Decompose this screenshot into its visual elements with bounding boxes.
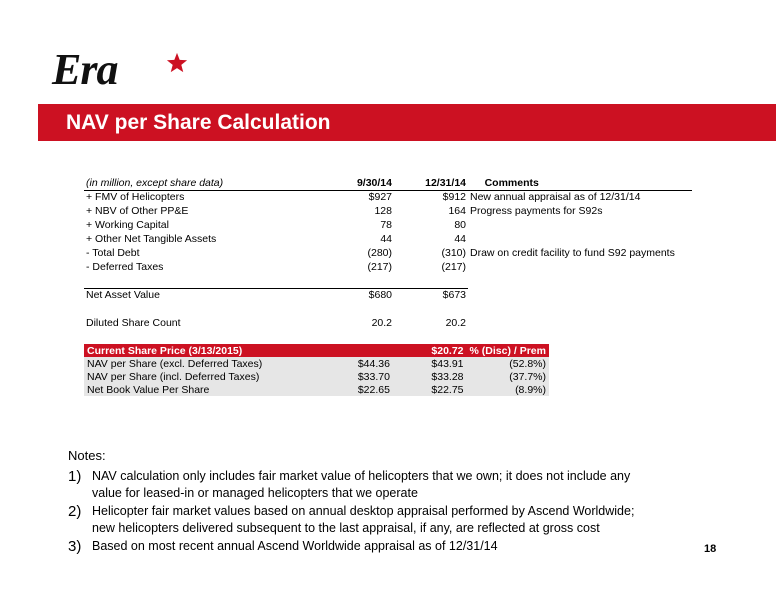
row-value: $43.91 xyxy=(393,357,467,370)
row-value: 164 xyxy=(448,205,466,217)
comments-label: Comments xyxy=(484,176,539,189)
row-value: 44 xyxy=(380,233,392,245)
note-line: Helicopter fair market values based on annual desktop appraisal performed by Ascend Worldwide; xyxy=(92,504,635,518)
row-value: $22.75 xyxy=(393,383,467,396)
row-label: + FMV of Helicopters xyxy=(86,191,185,204)
notes-title: Notes: xyxy=(68,448,106,463)
note-item xyxy=(68,468,728,502)
page-title: NAV per Share Calculation xyxy=(66,111,331,134)
page-number: 18 xyxy=(704,543,717,555)
note-line: Based on most recent annual Ascend Worldwide appraisal as of 12/31/14 xyxy=(92,539,498,553)
row-value: $22.65 xyxy=(319,383,393,396)
row-pct: (37.7%) xyxy=(467,370,549,383)
row-value: 80 xyxy=(454,219,466,231)
share-price-value: $20.72 xyxy=(393,344,467,357)
row-label: + NBV of Other PP&E xyxy=(86,205,189,217)
nav-table xyxy=(84,176,692,330)
row-value: 128 xyxy=(374,205,392,217)
share-count-row xyxy=(84,316,692,330)
row-value: (217) xyxy=(441,261,466,273)
table-row xyxy=(84,218,692,232)
table-row xyxy=(84,190,692,204)
table-row xyxy=(84,232,692,246)
row-label: + Working Capital xyxy=(86,219,169,231)
note-number: 2) xyxy=(68,503,82,520)
row-label: NAV per Share (excl. Deferred Taxes) xyxy=(84,357,319,370)
table-row xyxy=(84,204,692,218)
share-count-value: 20.2 xyxy=(445,317,466,329)
row-comment: Progress payments for S92s xyxy=(470,205,603,217)
note-line: value for leased-in or managed helicopters that we operate xyxy=(92,486,418,500)
col-header-comments xyxy=(468,176,692,190)
notes-section xyxy=(68,448,728,556)
logo-text: Era xyxy=(52,45,118,94)
table-row xyxy=(84,246,692,260)
row-value: $33.70 xyxy=(319,370,393,383)
note-line: new helicopters delivered subsequent to the last appraisal, if any, are reflected at gross cost xyxy=(92,521,600,535)
nav-total-row xyxy=(84,288,692,302)
nav-label: Net Asset Value xyxy=(84,288,320,302)
row-comment: New annual appraisal as of 12/31/14 xyxy=(470,191,641,204)
row-label: + Other Net Tangible Assets xyxy=(86,233,217,245)
note-item xyxy=(68,538,728,555)
row-value: $33.28 xyxy=(393,370,467,383)
table-header xyxy=(84,176,692,190)
row-comment xyxy=(468,232,692,246)
row-pct: (8.9%) xyxy=(467,383,549,396)
row-value: $927 xyxy=(368,191,392,204)
unit-note: (in million, except share data) xyxy=(84,176,320,190)
share-price-header xyxy=(84,344,549,357)
row-value: $912 xyxy=(442,191,466,204)
row-comment xyxy=(468,260,692,274)
nav-value: $680 xyxy=(320,288,394,302)
row-value: (217) xyxy=(367,261,392,273)
row-value: 78 xyxy=(380,219,392,231)
row-label: Net Book Value Per Share xyxy=(84,383,319,396)
note-line: NAV calculation only includes fair market value of helicopters that we own; it does not include any xyxy=(92,469,631,483)
prem-header: % (Disc) / Prem xyxy=(467,344,549,357)
share-price-table xyxy=(84,344,549,396)
era-logo xyxy=(52,45,192,96)
table-row xyxy=(84,357,549,370)
row-pct: (52.8%) xyxy=(467,357,549,370)
row-value: $44.36 xyxy=(319,357,393,370)
star-icon xyxy=(166,52,188,74)
row-label: - Total Debt xyxy=(86,247,140,259)
share-price-label: Current Share Price (3/13/2015) xyxy=(84,344,319,357)
row-value: 44 xyxy=(454,233,466,245)
table-row xyxy=(84,260,692,274)
table-row xyxy=(84,383,549,396)
row-value: (310) xyxy=(441,247,466,259)
col-header-q4: 12/31/14 xyxy=(394,176,468,190)
row-comment xyxy=(468,218,692,232)
note-item xyxy=(68,503,728,537)
note-number: 1) xyxy=(68,468,82,485)
share-count-label: Diluted Share Count xyxy=(86,317,181,329)
title-bar xyxy=(38,104,776,141)
row-label: - Deferred Taxes xyxy=(86,261,164,273)
share-count-value: 20.2 xyxy=(371,317,392,329)
row-label: NAV per Share (incl. Deferred Taxes) xyxy=(84,370,319,383)
col-header-q3: 9/30/14 xyxy=(320,176,394,190)
table-row xyxy=(84,370,549,383)
row-value: (280) xyxy=(367,247,392,259)
nav-value: $673 xyxy=(394,288,468,302)
row-comment: Draw on credit facility to fund S92 payments xyxy=(470,247,675,259)
note-number: 3) xyxy=(68,538,82,555)
